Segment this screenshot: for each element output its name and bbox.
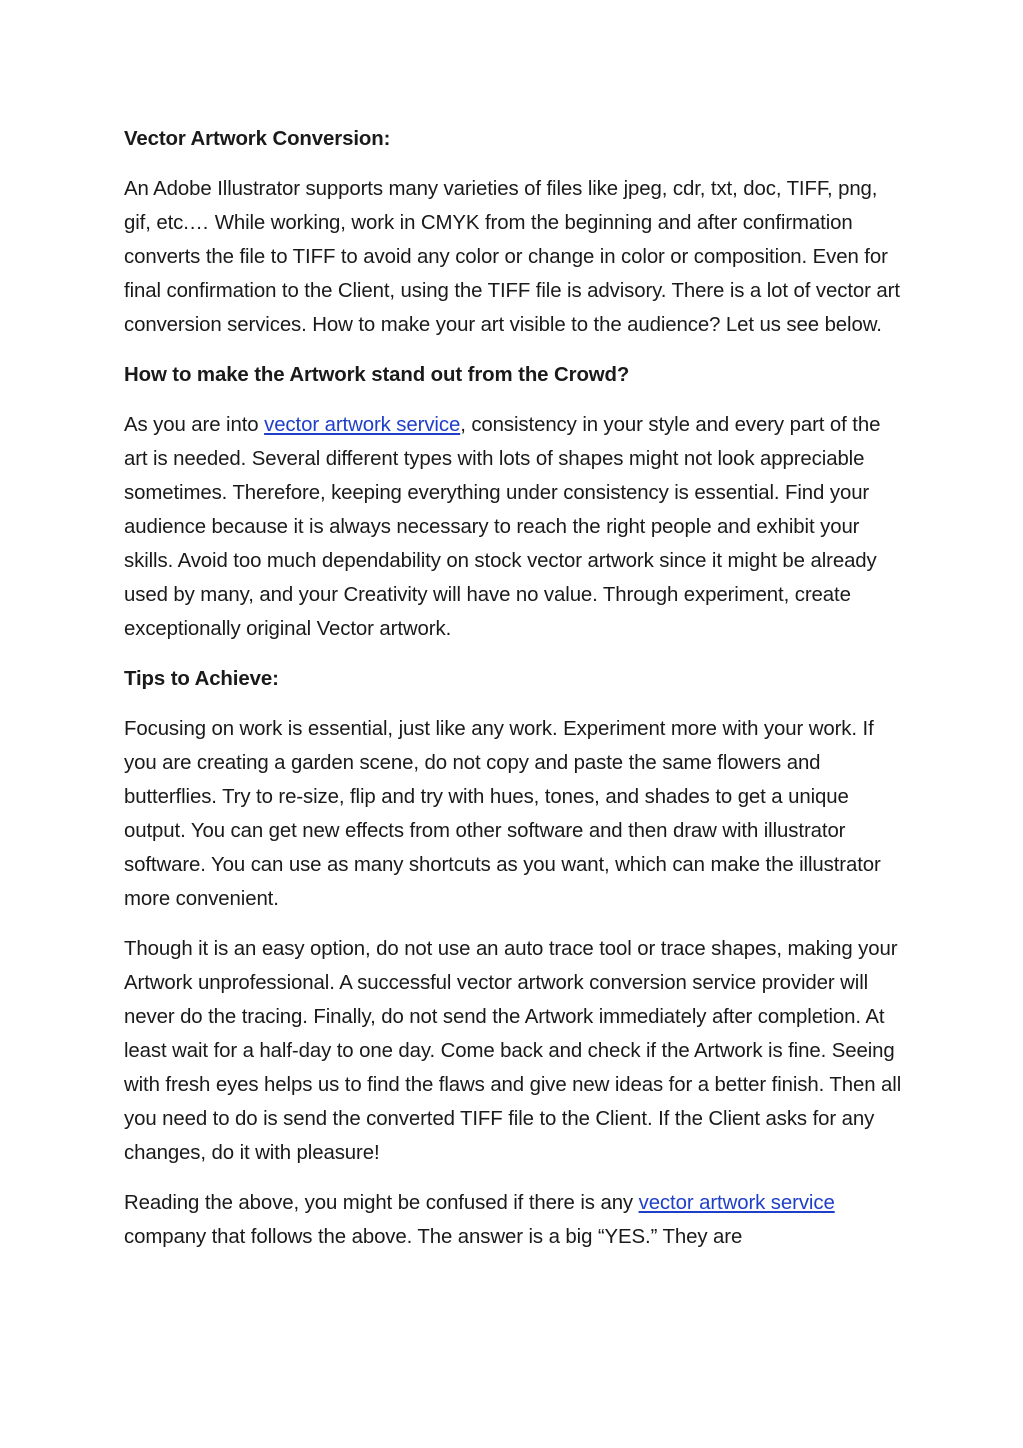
vector-artwork-service-link[interactable]: vector artwork service: [638, 1192, 835, 1214]
paragraph-focusing: Focusing on work is essential, just like any work. Experiment more with your work. If you are creating a garden scene, do not copy and paste the same flowers and butterflies. Try to re-size, flip and try with hues, tones, and shades to get a unique output. You can get new effects from other software and then draw with illustrator software. You can use as many shortcuts as you want, which can make the illustrator more convenient.: [124, 718, 881, 910]
section-heading-stand-out: How to make the Artwork stand out from the Crowd?: [124, 364, 630, 386]
paragraph-text: , consistency in your style and every part of the art is needed. Several different types with lots of shapes might not look appreciable sometimes. Therefore, keeping everything under consistency is essential. Find your audience because it is always necessary to reach the right people and exhibit your skills. Avoid too much dependability on stock vector artwork since it might be already used by many, and your Creativity will have no value. Through experiment, create exceptionally original Vector artwork.: [124, 414, 881, 640]
paragraph-reading-above: [124, 1186, 909, 1254]
paragraph-text: Reading the above, you might be confused if there is any: [124, 1192, 639, 1214]
paragraph-text: As you are into: [124, 414, 265, 436]
vector-artwork-service-link[interactable]: vector artwork service: [264, 414, 461, 436]
paragraph-consistency: [124, 408, 909, 646]
paragraph-text: company that follows the above. The answer is a big “YES.” They are: [124, 1226, 743, 1248]
document-page: [124, 122, 909, 1270]
section-heading-tips-to-achieve: Tips to Achieve:: [124, 668, 279, 690]
paragraph-auto-trace: Though it is an easy option, do not use an auto trace tool or trace shapes, making your Artwork unprofessional. A successful vector artwork conversion service provider will never do the tracing. Finally, do not send the Artwork immediately after completion. At least wait for a half-day to one day. Come back and check if the Artwork is fine. Seeing with fresh eyes helps us to find the flaws and give new ideas for a better finish. Then all you need to do is send the converted TIFF file to the Client. If the Client asks for any changes, do it with pleasure!: [124, 938, 902, 1164]
paragraph-intro: An Adobe Illustrator supports many varieties of files like jpeg, cdr, txt, doc, TIFF, png, gif, etc.… While working, work in CMYK from the beginning and after confirmation converts the file to TIFF to avoid any color or change in color or composition. Even for final confirmation to the Client, using the TIFF file is advisory. There is a lot of vector art conversion services. How to make your art visible to the audience? Let us see below.: [124, 178, 900, 336]
section-heading-vector-artwork-conversion: Vector Artwork Conversion:: [124, 128, 391, 150]
